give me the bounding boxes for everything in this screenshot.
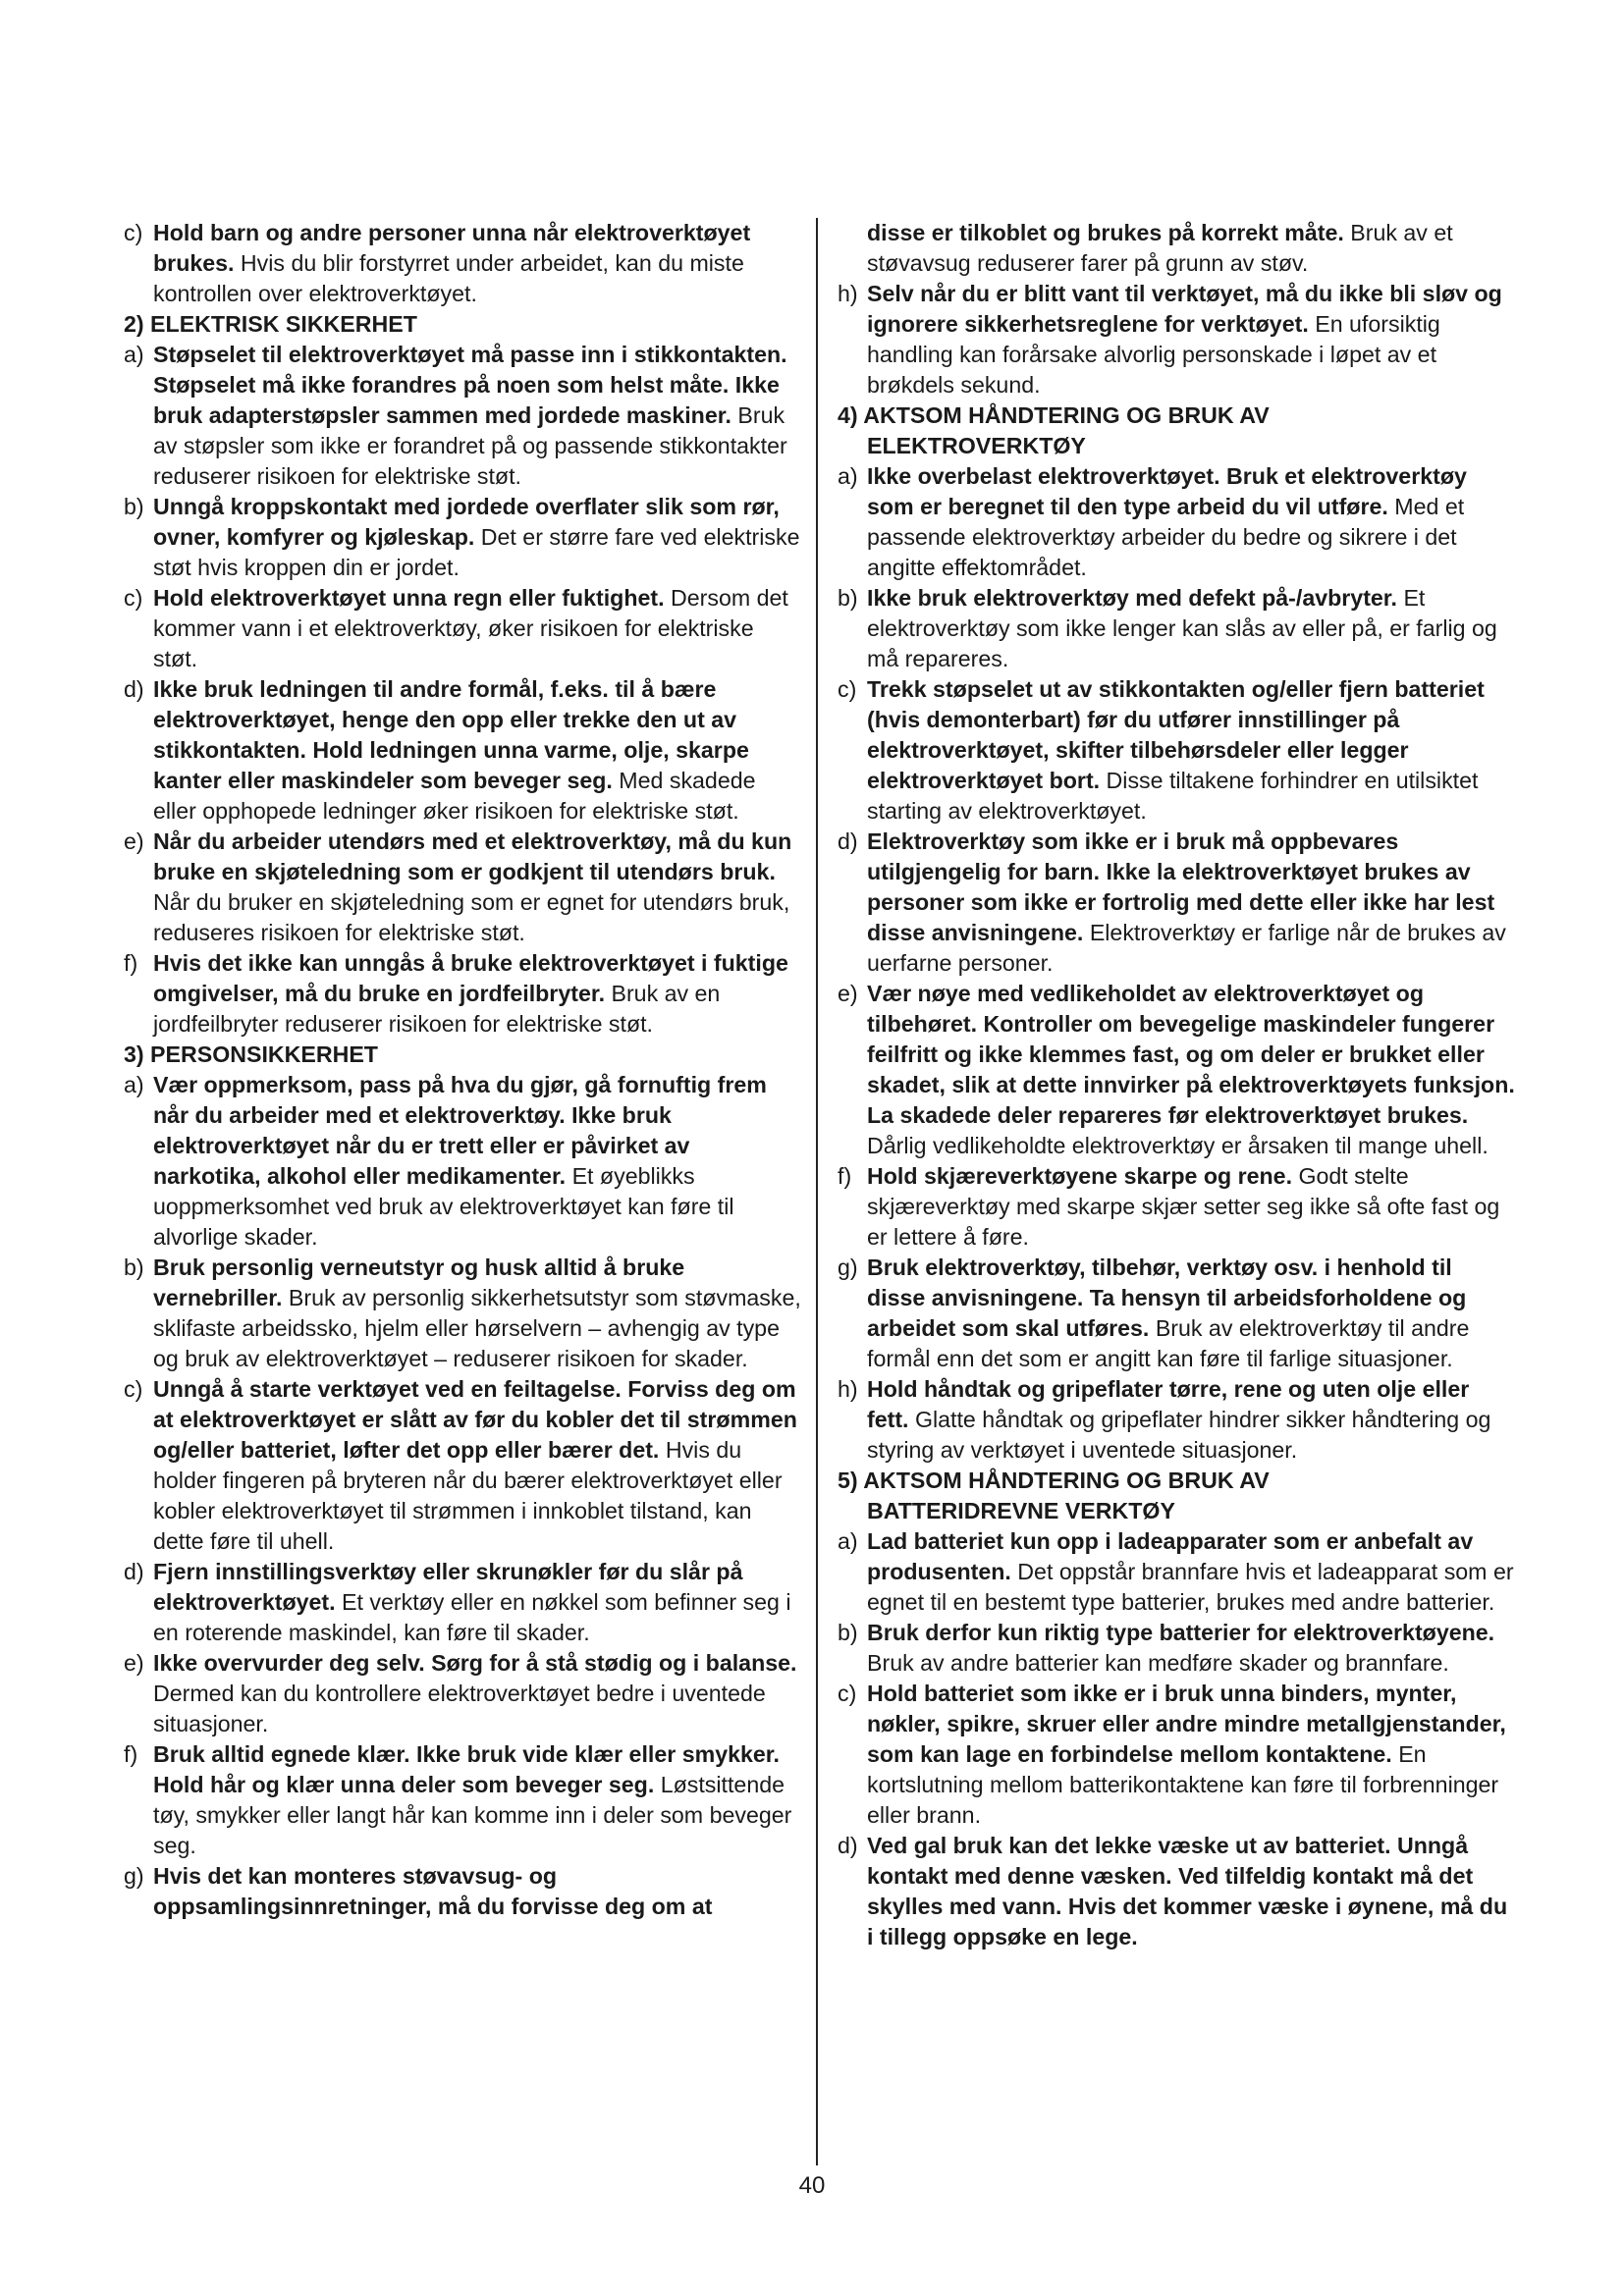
item-label: f) xyxy=(838,1163,852,1189)
item-label: c) xyxy=(838,1681,857,1706)
item-body-text: Dårlig vedlikeholdte elektroverktøy er årsaken til mange uhell. xyxy=(867,1133,1489,1158)
item-body-text: Bruk av elektroverktøy til andre formål enn det som er angitt kan føre til farlige situasjoner. xyxy=(867,1315,1470,1371)
item-body-text: Et verktøy eller en nøkkel som befinner seg i en roterende maskindel, kan føre til skader. xyxy=(153,1589,791,1645)
item-label: f) xyxy=(124,1741,138,1767)
item-bold-text: Ved gal bruk kan det lekke væske ut av batteriet. Unngå kontakt med denne væsken. Ved tilfeldig kontakt må det skylles med vann. Hvis det kommer væske i øynene, må du i tillegg oppsøke en lege. xyxy=(867,1833,1508,1949)
item-bold-text: Selv når du er blitt vant til verktøyet, må du ikke bli sløv og ignorere sikkerhetsreglene for verktøyet. xyxy=(867,281,1502,337)
item-bold-text: Ikke overbelast elektroverktøyet. Bruk et elektroverktøy som er beregnet til den type arbeid du vil utføre. xyxy=(867,463,1467,519)
list-item xyxy=(838,1679,1515,1831)
item-body-text: Med et passende elektroverktøy arbeider du bedre og sikrere i det angitte effektområdet. xyxy=(867,494,1465,580)
item-bold-text: Unngå å starte verktøyet ved en feiltagelse. Forviss deg om at elektroverktøyet er slått av før du kobler det til strømmen og/eller batteriet, løfter det opp eller bærer det. xyxy=(153,1376,797,1463)
item-bold-text: Hold barn og andre personer unna når elektroverktøyet brukes. xyxy=(153,220,751,276)
section-heading: 5) AKTSOM HÅNDTERING OG BRUK AV xyxy=(838,1468,1270,1493)
section-heading: ELEKTROVERKTØY xyxy=(867,433,1086,458)
item-label: c) xyxy=(838,676,857,702)
item-body-text: Med skadede eller opphopede ledninger øker risikoen for elektriske støt. xyxy=(153,768,756,824)
section-heading: BATTERIDREVNE VERKTØY xyxy=(867,1498,1175,1523)
left-column xyxy=(124,218,801,1922)
page-number: 40 xyxy=(798,2172,826,2199)
list-item xyxy=(124,492,801,583)
item-bold-text: Vær nøye med vedlikeholdet av elektroverktøyet og tilbehøret. Kontroller om bevegelige maskindeler fungerer feilfritt og ikke klemmes fast, og om deler er brukket eller skadet, slik at dette innvirker på elektroverktøyets funksjon. La skadede deler repareres før elektroverktøyet brukes. xyxy=(867,981,1515,1128)
item-body-text: Det oppstår brannfare hvis et ladeapparat som er egnet til en bestemt type batterier, brukes med andre batterier. xyxy=(867,1559,1514,1615)
item-body-text: Dersom det kommer vann i et elektroverktøy, øker risikoen for elektriske støt. xyxy=(153,585,788,671)
item-bold-text: Elektroverktøy som ikke er i bruk må oppbevares utilgjengelig for barn. Ikke la elektroverktøyet brukes av personer som ikke er fortrolig med dette eller ikke har lest disse anvisningene. xyxy=(867,828,1495,945)
list-item xyxy=(124,827,801,948)
item-body-text: Når du bruker en skjøteledning som er egnet for utendørs bruk, reduseres risikoen for elektriske støt. xyxy=(153,889,790,945)
item-body-text: Et elektroverktøy som ikke lenger kan slås av eller på, er farlig og må repareres. xyxy=(867,585,1497,671)
item-label: e) xyxy=(838,981,858,1006)
item-body-text: Disse tiltakene forhindrer en utilsiktet starting av elektroverktøyet. xyxy=(867,768,1479,824)
item-bold-text: Bruk alltid egnede klær. Ikke bruk vide klær eller smykker. Hold hår og klær unna deler som beveger seg. xyxy=(153,1741,780,1797)
list-item xyxy=(838,1374,1515,1466)
item-body-text: Løstsittende tøy, smykker eller langt hår kan komme inn i deler som beveger seg. xyxy=(153,1772,792,1858)
item-bold-text: Bruk personlig verneutstyr og husk alltid å bruke vernebriller. xyxy=(153,1255,685,1310)
list-item xyxy=(124,583,801,674)
section-heading: 4) AKTSOM HÅNDTERING OG BRUK AV xyxy=(838,402,1270,428)
section-heading: 3) PERSONSIKKERHET xyxy=(124,1041,378,1067)
list-item xyxy=(124,340,801,492)
item-body-text: Bruk av en jordfeilbryter reduserer risikoen for elektriske støt. xyxy=(153,981,721,1037)
item-label: f) xyxy=(124,950,138,976)
item-bold-text: Støpselet til elektroverktøyet må passe inn i stikkontakten. Støpselet må ikke forandres på noen som helst måte. Ikke bruk adapterstøpsler sammen med jordede maskiner. xyxy=(153,342,787,428)
list-item xyxy=(838,279,1515,400)
item-body-text: Bruk av støpsler som ikke er forandret på og passende stikkontakter reduserer risikoen for elektriske støt. xyxy=(153,402,787,489)
item-bold-text: Når du arbeider utendørs med et elektroverktøy, må du kun bruke en skjøteledning som er godkjent til utendørs bruk. xyxy=(153,828,792,884)
list-item xyxy=(124,1739,801,1861)
list-item xyxy=(124,218,801,309)
item-bold-text: Hold skjæreverktøyene skarpe og rene. xyxy=(867,1163,1293,1189)
item-label: c) xyxy=(124,585,143,611)
item-body-text: Hvis du blir forstyrret under arbeidet, kan du miste kontrollen over elektroverktøyet. xyxy=(153,250,744,306)
item-label: a) xyxy=(838,1528,858,1554)
item-label: b) xyxy=(124,1255,144,1280)
item-label: c) xyxy=(124,1376,143,1402)
item-label: b) xyxy=(838,585,858,611)
item-label: b) xyxy=(124,494,144,519)
item-label: g) xyxy=(838,1255,858,1280)
item-bold-text: Trekk støpselet ut av stikkontakten og/eller fjern batteriet (hvis demonterbart) før du utfører innstillinger på elektroverktøyet, skifter tilbehørsdeler eller legger elektroverktøyet bort. xyxy=(867,676,1485,793)
item-bold-text: Lad batteriet kun opp i ladeapparater som er anbefalt av produsenten. xyxy=(867,1528,1474,1584)
list-item xyxy=(838,218,1515,279)
list-item xyxy=(838,583,1515,674)
item-bold-text: Fjern innstillingsverktøy eller skrunøkler før du slår på elektroverktøyet. xyxy=(153,1559,743,1615)
list-item xyxy=(838,1526,1515,1618)
item-bold-text: Hold elektroverktøyet unna regn eller fuktighet. xyxy=(153,585,665,611)
item-label: e) xyxy=(124,1650,144,1676)
item-body-text: Et øyeblikks uoppmerksomhet ved bruk av elektroverktøyet kan føre til alvorlige skader. xyxy=(153,1163,734,1250)
item-body-text: Bruk av et støvavsug reduserer farer på grunn av støv. xyxy=(867,220,1453,276)
item-label: d) xyxy=(838,828,858,854)
item-bold-text: disse er tilkoblet og brukes på korrekt måte. xyxy=(867,220,1344,245)
item-body-text: Det er større fare ved elektriske støt hvis kroppen din er jordet. xyxy=(153,524,800,580)
item-label: b) xyxy=(838,1620,858,1645)
list-item xyxy=(838,674,1515,827)
item-bold-text: Hold håndtak og gripeflater tørre, rene og uten olje eller fett. xyxy=(867,1376,1470,1432)
item-body-text: Bruk av personlig sikkerhetsutstyr som støvmaske, sklifaste arbeidssko, hjelm eller hørselvern – avhengig av type og bruk av elektroverktøyet – reduserer risikoen for skader. xyxy=(153,1285,801,1371)
list-item xyxy=(838,1831,1515,1952)
list-item xyxy=(124,1557,801,1648)
item-body-text: Hvis du holder fingeren på bryteren når du bærer elektroverktøyet eller kobler elektroverktøyet til strømmen i innkoblet tilstand, kan dette føre til uhell. xyxy=(153,1437,783,1554)
list-item xyxy=(124,1861,801,1922)
list-item xyxy=(838,1253,1515,1374)
item-bold-text: Hvis det kan monteres støvavsug- og oppsamlingsinnretninger, må du forvisse deg om at xyxy=(153,1863,713,1919)
item-bold-text: Unngå kroppskontakt med jordede overflater slik som rør, ovner, komfyrer og kjøleskap. xyxy=(153,494,780,550)
item-bold-text: Ikke overvurder deg selv. Sørg for å stå stødig og i balanse. xyxy=(153,1650,797,1676)
item-body-text: En uforsiktig handling kan forårsake alvorlig personskade i løpet av et brøkdels sekund. xyxy=(867,311,1440,398)
list-item xyxy=(124,1253,801,1374)
item-bold-text: Bruk elektroverktøy, tilbehør, verktøy osv. i henhold til disse anvisningene. Ta hensyn til arbeidsforholdene og arbeidet som skal utføres. xyxy=(867,1255,1467,1341)
item-body-text: Glatte håndtak og gripeflater hindrer sikker håndtering og styring av verktøyet i uventede situasjoner. xyxy=(867,1407,1491,1463)
item-label: a) xyxy=(838,463,858,489)
item-label: h) xyxy=(838,1376,858,1402)
item-label: h) xyxy=(838,281,858,306)
item-body-text: Bruk av andre batterier kan medføre skader og brannfare. xyxy=(867,1650,1449,1676)
right-column xyxy=(838,218,1515,1952)
list-item xyxy=(124,674,801,827)
item-bold-text: Hold batteriet som ikke er i bruk unna binders, mynter, nøkler, spikre, skruer eller andre mindre metallgjenstander, som kan lage en forbindelse mellom kontaktene. xyxy=(867,1681,1506,1767)
item-body-text: Godt stelte skjæreverktøy med skarpe skjær setter seg ikke så ofte fast og er lettere å føre. xyxy=(867,1163,1500,1250)
item-label: d) xyxy=(124,1559,144,1584)
item-body-text: Dermed kan du kontrollere elektroverktøyet bedre i uventede situasjoner. xyxy=(153,1681,766,1736)
list-item xyxy=(124,948,801,1040)
section-heading: 2) ELEKTRISK SIKKERHET xyxy=(124,311,417,337)
item-body-text: Elektroverktøy er farlige når de brukes av uerfarne personer. xyxy=(867,920,1506,976)
item-label: c) xyxy=(124,220,143,245)
list-item xyxy=(838,461,1515,583)
list-item xyxy=(124,1648,801,1739)
item-body-text: En kortslutning mellom batterikontaktene kan føre til forbrenninger eller brann. xyxy=(867,1741,1499,1828)
list-item xyxy=(838,827,1515,979)
list-item xyxy=(838,1161,1515,1253)
list-item xyxy=(838,1618,1515,1679)
list-item xyxy=(838,979,1515,1161)
item-bold-text: Bruk derfor kun riktig type batterier for elektroverktøyene. xyxy=(867,1620,1495,1645)
list-item xyxy=(124,1374,801,1557)
item-label: d) xyxy=(838,1833,858,1858)
item-label: e) xyxy=(124,828,144,854)
item-label: a) xyxy=(124,1072,144,1097)
item-bold-text: Vær oppmerksom, pass på hva du gjør, gå fornuftig frem når du arbeider med et elektroverktøy. Ikke bruk elektroverktøyet når du er trett eller er påvirket av narkotika, alkohol eller medikamenter. xyxy=(153,1072,767,1189)
item-bold-text: Hvis det ikke kan unngås å bruke elektroverktøyet i fuktige omgivelser, må du bruke en jordfeilbryter. xyxy=(153,950,788,1006)
item-label: g) xyxy=(124,1863,144,1889)
item-label: a) xyxy=(124,342,144,367)
item-bold-text: Ikke bruk ledningen til andre formål, f.eks. til å bære elektroverktøyet, henge den opp eller trekke den ut av stikkontakten. Hold ledningen unna varme, olje, skarpe kanter eller maskindeler som beveger seg. xyxy=(153,676,749,793)
list-item xyxy=(124,1070,801,1253)
item-label: d) xyxy=(124,676,144,702)
column-divider xyxy=(816,218,818,2165)
item-bold-text: Ikke bruk elektroverktøy med defekt på-/avbryter. xyxy=(867,585,1397,611)
